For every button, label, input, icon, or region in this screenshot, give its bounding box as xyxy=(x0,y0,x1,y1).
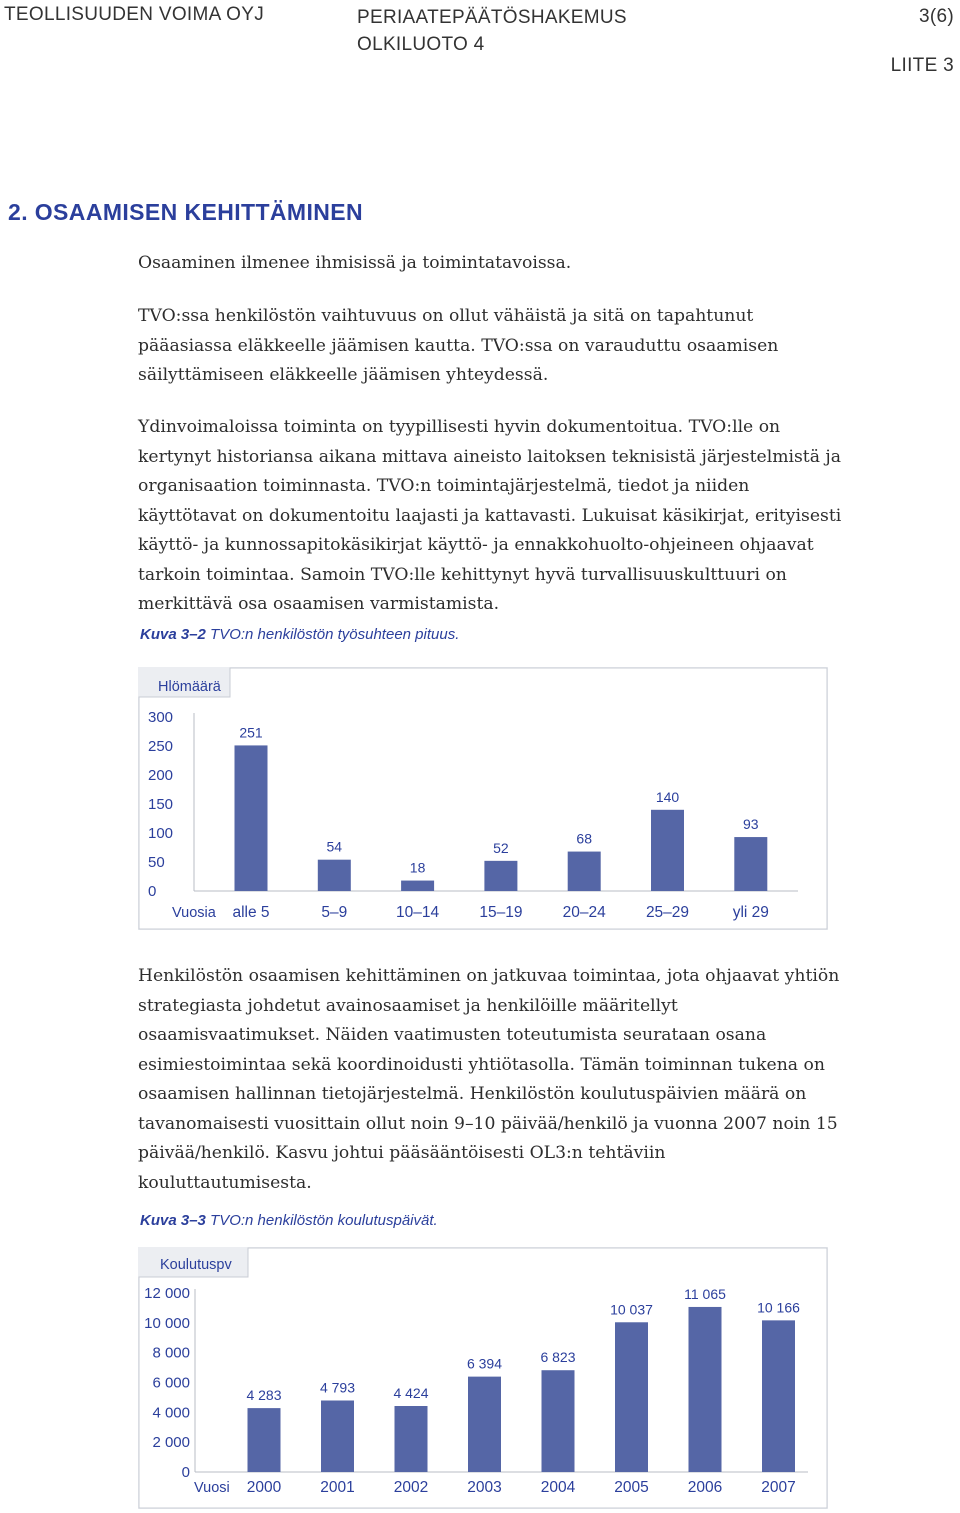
chart2-x-tick-label: 2001 xyxy=(320,1479,355,1496)
chart1-x-tick-label: alle 5 xyxy=(232,904,270,921)
chart1-bar xyxy=(318,860,351,891)
chart1-x-tick-label: 15–19 xyxy=(479,904,523,921)
chart2-x-tick-label: 2005 xyxy=(614,1479,649,1496)
chart-training-days xyxy=(138,1247,828,1509)
chart2-bar-value-label: 10 037 xyxy=(610,1301,653,1318)
chart2-y-tick-label: 10 000 xyxy=(144,1314,190,1332)
chart2-y-tick-label: 12 000 xyxy=(144,1285,190,1302)
header-page-info xyxy=(891,4,954,78)
chart1-bar-value-label: 52 xyxy=(493,839,509,856)
chart2-bar xyxy=(615,1322,648,1472)
chart1-x-tick-label: 25–29 xyxy=(645,904,690,921)
chart1-y-tick-label: 300 xyxy=(148,709,174,726)
chart2-bar xyxy=(468,1377,501,1472)
figure-caption-2 xyxy=(140,1212,438,1229)
chart1-y-tick-label: 100 xyxy=(148,825,174,842)
chart1-x-axis-title: Vuosia xyxy=(172,905,216,921)
chart1-bar xyxy=(734,837,767,891)
header-doc-title-line1: PERIAATEPÄÄTÖSHAKEMUS xyxy=(357,7,627,28)
chart1-bar xyxy=(651,810,684,891)
chart2-bar-value-label: 4 424 xyxy=(393,1385,429,1402)
chart2-bar xyxy=(321,1401,354,1472)
chart2-bar xyxy=(689,1307,722,1472)
chart1-bar-value-label: 140 xyxy=(655,788,680,805)
chart2-x-tick-label: 2006 xyxy=(687,1479,723,1496)
header-doc-title-line2: OLKILUOTO 4 xyxy=(357,34,485,55)
chart1-bar-value-label: 54 xyxy=(326,838,343,855)
chart2-y-tick-label: 8 000 xyxy=(152,1344,190,1362)
chart1-bar-value-label: 18 xyxy=(409,859,426,876)
chart1-bar-value-label: 68 xyxy=(576,830,592,847)
chart2-y-tick-label: 4 000 xyxy=(152,1404,190,1422)
chart1-y-tick-label: 200 xyxy=(148,767,174,784)
chart2-x-axis-title: Vuosi xyxy=(194,1480,230,1496)
chart2-x-tick-label: 2003 xyxy=(467,1479,502,1496)
chart2-x-tick-label: 2007 xyxy=(761,1479,796,1496)
chart1-bar xyxy=(401,881,434,891)
chart1-y-tick-label: 150 xyxy=(148,796,174,813)
figure-caption-2-text: TVO:n henkilöstön koulutuspäivät. xyxy=(205,1212,438,1229)
chart1-bar-value-label: 251 xyxy=(239,724,263,741)
chart2-bar-value-label: 11 065 xyxy=(684,1285,726,1302)
chart1-bar-value-label: 93 xyxy=(743,816,759,833)
chart2-bar xyxy=(542,1370,575,1472)
chart1-bar xyxy=(484,861,517,891)
chart2-bar xyxy=(248,1408,281,1472)
chart1-x-tick-label: 10–14 xyxy=(396,904,440,921)
section-title: 2. OSAAMISEN KEHITTÄMINEN xyxy=(8,199,364,225)
header-doc-title xyxy=(357,4,627,58)
chart1-y-axis-title: Hlömäärä xyxy=(158,679,221,695)
paragraph-turnover: TVO:ssa henkilöstön vaihtuvuus on ollut vähäistä ja sitä on tapahtunut pääasiassa eläkkeelle jäämisen kautta. TVO:ssa on varauduttu osaamisen säilyttämiseen eläkkeelle jäämisen yhteydessä. xyxy=(138,306,779,385)
chart1-y-tick-label: 50 xyxy=(148,854,165,871)
figure-caption-1-text: TVO:n henkilöstön työsuhteen pituus. xyxy=(205,626,460,643)
chart1-y-tick-label: 250 xyxy=(148,738,174,755)
chart2-bar xyxy=(395,1406,428,1472)
chart2-bar-value-label: 10 166 xyxy=(757,1299,800,1316)
figure-caption-2-number: Kuva 3–3 xyxy=(140,1212,206,1229)
chart2-y-tick-label: 0 xyxy=(181,1464,190,1481)
figure-caption-1 xyxy=(140,626,459,643)
chart2-x-tick-label: 2004 xyxy=(540,1479,576,1496)
paragraph-intro: Osaaminen ilmenee ihmisissä ja toimintatavoissa. xyxy=(138,253,572,273)
chart1-x-tick-label: 20–24 xyxy=(562,904,606,921)
chart2-x-tick-label: 2000 xyxy=(246,1479,282,1496)
page-number: 3(6) xyxy=(919,6,954,27)
chart-training-days-svg xyxy=(138,1247,828,1509)
chart1-x-tick-label: 5–9 xyxy=(321,904,348,921)
figure-caption-1-number: Kuva 3–2 xyxy=(140,626,206,643)
chart-employment-length xyxy=(138,667,828,930)
chart2-bar xyxy=(762,1320,795,1472)
paragraph-competence-development: Henkilöstön osaamisen kehittäminen on jatkuvaa toimintaa, jota ohjaavat yhtiön strategiasta johdetut avainosaamiset ja henkilöille määritellyt osaamisvaatimukset. Näiden vaatimusten toteutumista seurataan osana esimiestoimintaa sekä koordinoidusti yhtiötasolla. Tämän toiminnan tukena on osaamisen hallinnan tietojärjestelmä. Henkilöstön koulutuspäivien määrä on tavanomaisesti vuosittain ollut noin 9–10 päivää/henkilö ja vuonna 2007 noin 15 päivää/henkilö. Kasvu johtui pääsääntöisesti OL3:n tehtäviin kouluttautumisesta. xyxy=(138,966,840,1193)
chart2-bar-value-label: 4 283 xyxy=(246,1387,282,1404)
chart2-bar-value-label: 6 823 xyxy=(540,1349,576,1366)
chart1-bar xyxy=(235,745,268,891)
chart2-y-tick-label: 2 000 xyxy=(152,1434,190,1452)
chart-employment-length-svg xyxy=(138,667,828,930)
appendix-label: LIITE 3 xyxy=(890,55,954,76)
chart2-bar-value-label: 4 793 xyxy=(319,1379,356,1396)
chart1-x-tick-label: yli 29 xyxy=(732,904,769,921)
chart2-bar-value-label: 6 394 xyxy=(466,1355,503,1372)
chart1-bar xyxy=(568,852,601,891)
chart2-x-tick-label: 2002 xyxy=(393,1479,429,1496)
header-company: TEOLLISUUDEN VOIMA OYJ xyxy=(4,4,264,25)
chart2-y-axis-title: Koulutuspv xyxy=(160,1257,232,1273)
chart2-y-tick-label: 6 000 xyxy=(152,1374,190,1392)
paragraph-documentation: Ydinvoimaloissa toiminta on tyypillisesti hyvin dokumentoitua. TVO:lle on kertynyt historiansa aikana mittava aineisto laitoksen teknisistä järjestelmistä ja organisaation toiminnasta. TVO:n toimintajärjestelmä, tiedot ja niiden käyttötavat on dokumentoitu laajasti ja kattavasti. Lukuisat käsikirjat, erityisesti käyttö- ja kunnossapitokäsikirjat käyttö- ja ennakkohuolto-ohjeineen ohjaavat tarkoin toimintaa. Samoin TVO:lle kehittynyt hyvä turvallisuuskulttuuri on merkittävä osa osaamisen varmistamista. xyxy=(138,417,842,614)
chart1-y-tick-label: 0 xyxy=(148,883,157,900)
